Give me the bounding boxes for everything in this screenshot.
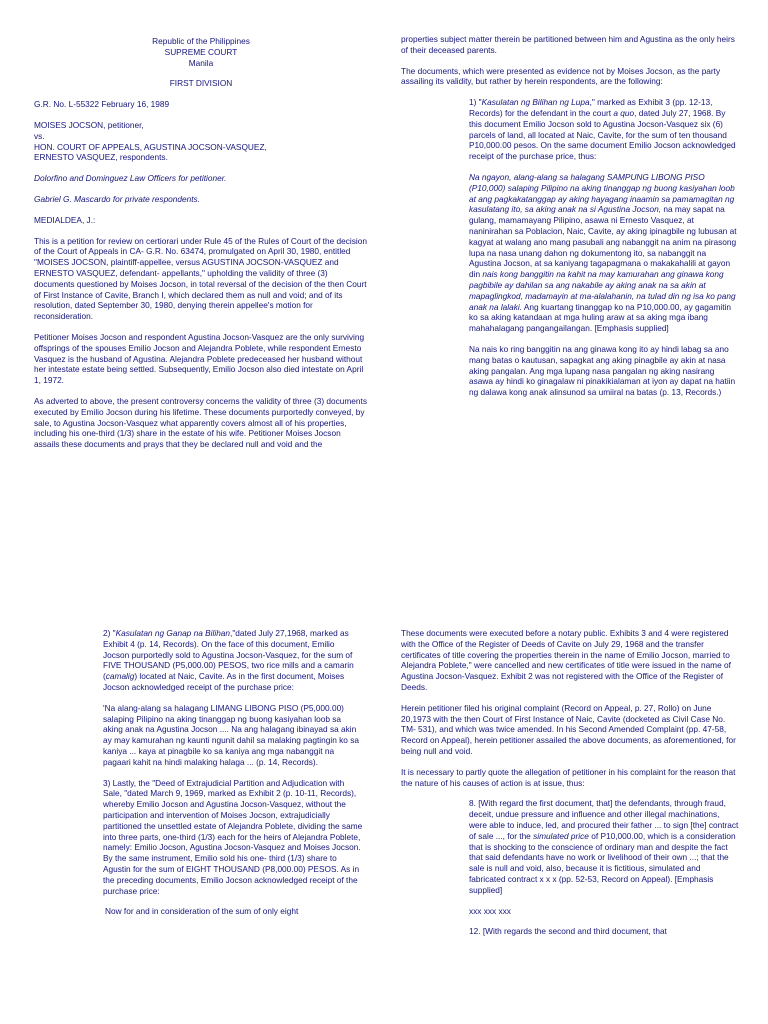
document-item-1: 1) "Kasulatan ng Bilihan ng Lupa," marked as Exhibit 3 (pp. 12-13, Records) for the defendant in the court a quo, dated July 27, 1968. By this document Emilio Jocson sold to Agustina Jocson-Vasquez six (6) parcels of land, all located at Naic, Cavite, for the sum of ten thousand P10,000.00 pesos. On the same document Emilio Jocson acknowledged receipt of the purchase price, thus: xyxy=(469,97,736,162)
paragraph: As adverted to above, the present controversy concerns the validity of three (3) documents executed by Emilio Jocson during his lifetime. These documents purportedly conveyed, by sale, to Agustina Jocson-Vasquez what apparently covers almost all of his properties, including his one-third (1/3) share in the estate of his wife. Petitioner Moises Jocson assails these documents and prays that they be declared null and void and the xyxy=(34,395,367,450)
counsel-petitioner: Dolorfino and Dominguez Law Officers for petitioner. xyxy=(34,173,227,184)
page2-right-column xyxy=(401,628,739,947)
document-item-3: 3) Lastly, the "Deed of Extrajudicial Partition and Adjudication with Sale, "dated March 9, 1969, marked as Exhibit 2 (p. 10-11, Records), whereby Emilio Jocson and Agustina Jocson-Vasquez, without the participation and intervention of Moises Jocson, extrajudicially partitioned the unsettled estate of Alejandra Poblete, dividing the same into three parts, one-third (1/3) each for the heirs of Alejandra Poblete, namely: Emilio Jocson, Agustina Jocson-Vasquez and Moises Jocson. By the same instrument, Emilio sold his one- third (1/3) share to Agustin for the sum of EIGHT THOUSAND (P8,000.00) PESOS. As in the preceding documents, Emilio Jocson acknowledged receipt of the purchase price: xyxy=(103,777,363,896)
party-line: MOISES JOCSON, petitioner, xyxy=(34,119,144,130)
page1-left-column xyxy=(34,36,368,460)
header-line: Manila xyxy=(188,57,214,68)
page2-left-column xyxy=(103,628,363,927)
document-page-1 xyxy=(0,30,768,590)
quoted-allegation: 12. [With regards the second and third document, that xyxy=(469,926,667,937)
division-title: FIRST DIVISION xyxy=(169,78,233,89)
ellipsis-marker: xxx xxx xxx xyxy=(469,905,511,916)
header-line: SUPREME COURT xyxy=(164,46,238,57)
paragraph: The documents, which were presented as evidence not by Moises Jocson, as the party assailing its validity, but rather by herein respondents, are the following: xyxy=(401,65,721,87)
paragraph: properties subject matter therein be partitioned between him and Agustina as the only heirs of their deceased parents. xyxy=(401,34,735,55)
paragraph: This is a petition for review on certiorari under Rule 45 of the Rules of Court of the decision of the Court of Appeals in CA- G.R. No. 63474, promulgated on April 30, 1980, entitled "MOISES JOCSON, plaintiff-appellee, versus AGUSTINA JOCSON-VASQUEZ and ERNESTO VASQUEZ, defendant- appellants," upholding the validity of three (3) documents questioned by Moises Jocson, in total reversal of the decision of the then Court of First Instance of Cavite, Branch I, which declared them as null and void; and of its resolution, dated September 30, 1980, denying therein appellee's motion for reconsideration. xyxy=(34,235,367,322)
header-line: Republic of the Philippines xyxy=(152,36,250,46)
page1-right-column xyxy=(401,34,739,408)
case-parties xyxy=(34,120,368,163)
quoted-allegation: 8. [With regard the first document, that] the defendants, through fraud, deceit, undue pressure and influence and other illegal machinations, were able to induce, led, and procured their father ... to sign [the] contract of sale ..., for the simulated price of P10,000.00, which is a consideration that is shocking to the conscience of ordinary man and despite the fact that said defendants have no work or livelihood of their own ...; that the sale is null and void, also, because it is fictitious, simulated and fabricated contract x x x (pp. 52-53, Record on Appeal). [Emphasis supplied] xyxy=(469,798,739,895)
paragraph: Herein petitioner filed his original complaint (Record on Appeal, p. 27, Rollo) on June 20,1973 with the then Court of First Instance of Naic, Cavite (docketed as Civil Case No. TM- 531), and which was twice amended. In his Second Amended Complaint (pp. 47-58, Record on Appeal), herein petitioner assailed the above documents, as aforementioned, for being null and void. xyxy=(401,702,736,756)
quoted-text: 'Na alang-alang sa halagang LIMANG LIBONG PISO (P5,000.00) salaping Pilipino na aking tinanggap ng buong kasiyahan loob sa aking anak na Agustina Jocson .... Na ang halagang ibinayad sa akin ay may kamurahan ng kaunti ngunit dahil sa malaking pagtingin ko sa kaniya ... kaya at pinagbile ko sa kaniya ang mga nabanggit na pagaari kahit na hindi malaking halaga ... (p. 14, Records). xyxy=(103,702,359,767)
quoted-text: Na ngayon, alang-alang sa halagang SAMPUNG LIBONG PISO (P10,000) salaping Pilipino na aking tinanggap ng buong kasiyahan loob at ang pagkakatanggap ay aking hayagang inaamin sa pamamagitan ng kasulatang ito, sa aking anak na si Agustina Jocson, na may sapat na gulang, mamamayang Pilipino, asawa ni Ernesto Vasquez, at naninirahan sa Poblacion, Naic, Cavite, ay aking ipinagbile ng lubusan at kagyat at walang ano mang pasubali ang nabanggit na anim na pirasong lupa na nasa unang dahon ng dokumentong ito, sa nabanggit na Agustina Jocson, at sa kaniyang tagapagmana o makakahalili at gayon din nais kong banggitin na kahit na may kamurahan ang ginawa kong pagbibile ay dahilan sa ang nakabile ay aking anak na sa akin at mapaglingkod, madamayin at ma-alalahanin, na tulad din ng isa ko pang anak na lalaki. Ang kuartang tinanggap ko na P10,000.00, ay gagamitin ko sa aking katandaan at mga huling araw at sa aking mga ibang mahahalagang pangangailangan. [Emphasis supplied] xyxy=(469,171,737,334)
paragraph: Petitioner Moises Jocson and respondent Agustina Jocson-Vasquez are the only surviving offsprings of the spouses Emilio Jocson and Alejandra Poblete, while respondent Ernesto Vasquez is the husband of Agustina. Alejandra Poblete predeceased her husband without her intestate estate being settled. Subsequently, Emilio Jocson also died intestate on April 1, 1972. xyxy=(34,331,365,386)
counsel-respondents: Gabriel G. Mascardo for private respondents. xyxy=(34,193,201,204)
ponente: MEDIALDEA, J.: xyxy=(34,214,96,225)
document-page-2 xyxy=(0,622,768,1024)
case-number: G.R. No. L-55322 February 16, 1989 xyxy=(34,99,170,110)
party-line: vs. xyxy=(34,130,45,141)
party-line: HON. COURT OF APPEALS, AGUSTINA JOCSON-VASQUEZ, ERNESTO VASQUEZ, respondents. xyxy=(34,141,267,163)
document-item-2: 2) "Kasulatan ng Ganap na Bilihan,"dated July 27,1968, marked as Exhibit 4 (p. 14, Records). On the face of this document, Emilio Jocson purportedly sold to Agustina Jocson-Vasquez, for the sum of FIVE THOUSAND (P5,000.00) PESOS, two rice mills and a camarin (camalig) located at Naic, Cavite. As in the first document, Moises Jocson acknowledged receipt of the purchase price: xyxy=(103,628,354,692)
paragraph: It is necessary to partly quote the allegation of petitioner in his complaint for the reason that the nature of his causes of action is at issue, thus: xyxy=(401,766,736,788)
court-header xyxy=(34,36,368,68)
quoted-text: Na nais ko ring banggitin na ang ginawa kong ito ay hindi labag sa ano mang batas o kautusan, sapagkat ang aking pinagbile ay akin at nasa aking pangalan. Ang mga lupang nasa pangalan ng aking nasirang asawa ay hindi ko ginagalaw ni pinakikialaman at iyon ay dapat na hatiin ng dalawa kong anak alinsunod sa umiiral na batas (p. 13, Records.) xyxy=(469,343,736,398)
paragraph: Now for and in consideration of the sum of only eight xyxy=(105,906,299,917)
paragraph: These documents were executed before a notary public. Exhibits 3 and 4 were registered with the Office of the Register of Deeds of Cavite on July 29, 1968 and the transfer certificates of title covering the properties therein in the name of Emilio Jocson, married to Alejandra Poblete," were cancelled and new certificates of title were issued in the name of Agustina Jocson-Vasquez. Exhibit 2 was not registered with the Office of the Register of Deeds. xyxy=(401,628,731,692)
